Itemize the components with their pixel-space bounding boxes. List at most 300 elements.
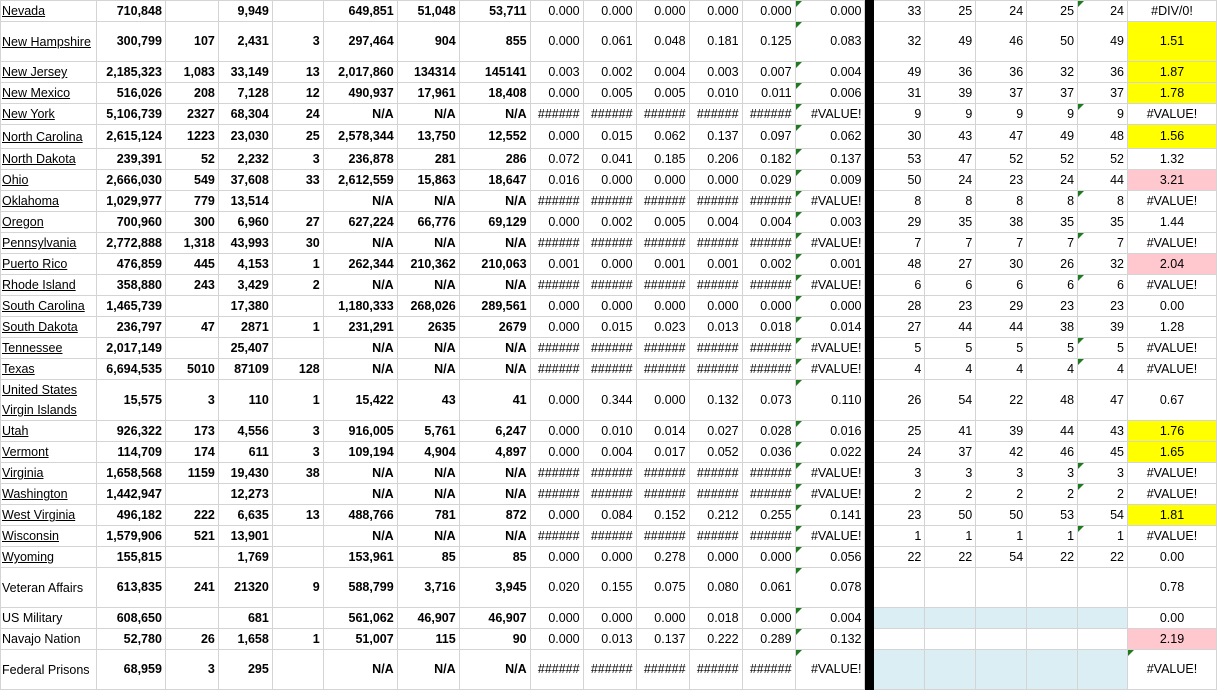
count-cell[interactable]: 241 [165,568,218,608]
rank-cell[interactable]: 22 [1078,547,1128,568]
count-cell[interactable]: N/A [323,526,397,547]
score-cell[interactable]: #VALUE! [1127,463,1216,484]
score-cell[interactable]: 1.76 [1127,421,1216,442]
average-cell[interactable]: 0.004 [795,608,865,629]
rate-cell[interactable]: ###### [742,359,795,380]
count-cell[interactable]: 27 [272,212,323,233]
count-cell[interactable]: 916,005 [323,421,397,442]
row-label-cell[interactable] [1,547,97,568]
count-cell[interactable]: 6,635 [218,505,272,526]
rate-cell[interactable]: 0.000 [636,608,689,629]
rate-cell[interactable]: 0.278 [636,547,689,568]
rate-cell[interactable]: 0.255 [742,505,795,526]
rank-cell[interactable]: 38 [976,212,1027,233]
average-cell[interactable]: 0.006 [795,83,865,104]
count-cell[interactable]: 297,464 [323,22,397,62]
count-cell[interactable]: 68,304 [218,104,272,125]
rank-cell[interactable]: 5 [1027,338,1078,359]
rate-cell[interactable]: 0.007 [742,62,795,83]
score-cell[interactable]: #VALUE! [1127,359,1216,380]
count-cell[interactable]: 2327 [165,104,218,125]
rank-cell[interactable]: 1 [925,526,976,547]
count-cell[interactable]: 588,799 [323,568,397,608]
row-label-cell[interactable] [1,149,97,170]
row-label-cell[interactable] [1,125,97,149]
rank-cell[interactable]: 39 [1078,317,1128,338]
rank-cell[interactable]: 8 [976,191,1027,212]
rate-cell[interactable]: 0.001 [636,254,689,275]
rank-cell[interactable]: 49 [925,22,976,62]
count-cell[interactable]: 231,291 [323,317,397,338]
count-cell[interactable]: 153,961 [323,547,397,568]
rank-cell[interactable] [976,650,1027,690]
row-label-link[interactable]: North Dakota [2,152,76,166]
row-label-link[interactable]: Wisconsin [2,529,59,543]
count-cell[interactable]: 289,561 [459,296,530,317]
score-cell[interactable]: #VALUE! [1127,526,1216,547]
rate-cell[interactable]: 0.289 [742,629,795,650]
rate-cell[interactable]: 0.029 [742,170,795,191]
rank-cell[interactable]: 24 [1027,170,1078,191]
rate-cell[interactable]: ###### [530,233,583,254]
count-cell[interactable]: 613,835 [96,568,165,608]
average-cell[interactable]: 0.132 [795,629,865,650]
rate-cell[interactable]: 0.000 [530,212,583,233]
rate-cell[interactable]: 0.212 [689,505,742,526]
count-cell[interactable]: 490,937 [323,83,397,104]
row-label-cell[interactable] [1,629,97,650]
rank-cell[interactable]: 50 [976,505,1027,526]
score-cell[interactable]: #VALUE! [1127,484,1216,505]
rate-cell[interactable]: ###### [583,650,636,690]
rate-cell[interactable]: 0.018 [689,608,742,629]
rank-cell[interactable] [925,650,976,690]
row-label-link[interactable]: Rhode Island [2,278,76,292]
count-cell[interactable]: 33 [272,170,323,191]
rank-cell[interactable]: 2 [976,484,1027,505]
rank-cell[interactable] [1078,568,1128,608]
count-cell[interactable]: N/A [397,463,459,484]
rate-cell[interactable]: ###### [583,233,636,254]
rank-cell[interactable]: 36 [976,62,1027,83]
rate-cell[interactable]: 0.000 [530,442,583,463]
count-cell[interactable]: 25,407 [218,338,272,359]
row-label-cell[interactable] [1,254,97,275]
average-cell[interactable]: 0.004 [795,62,865,83]
count-cell[interactable]: 210,063 [459,254,530,275]
row-label-link[interactable]: New Mexico [2,86,71,100]
average-cell[interactable]: 0.001 [795,254,865,275]
rate-cell[interactable]: 0.061 [583,22,636,62]
count-cell[interactable] [165,547,218,568]
rank-cell[interactable]: 3 [925,463,976,484]
count-cell[interactable] [272,547,323,568]
count-cell[interactable]: 358,880 [96,275,165,296]
count-cell[interactable]: 710,848 [96,1,165,22]
rate-cell[interactable]: 0.005 [636,83,689,104]
rate-cell[interactable]: 0.004 [636,62,689,83]
average-cell[interactable]: 0.022 [795,442,865,463]
rank-cell[interactable]: 8 [1027,191,1078,212]
rank-cell[interactable]: 54 [976,547,1027,568]
rate-cell[interactable]: ###### [530,191,583,212]
rank-cell[interactable]: 9 [976,104,1027,125]
row-label-link[interactable]: New Jersey [2,65,68,79]
count-cell[interactable]: 7,128 [218,83,272,104]
rate-cell[interactable]: 0.181 [689,22,742,62]
rank-cell[interactable]: 22 [1027,547,1078,568]
rank-cell[interactable]: 3 [874,463,925,484]
rank-cell[interactable]: 46 [1027,442,1078,463]
rate-cell[interactable]: 0.084 [583,505,636,526]
rate-cell[interactable]: 0.017 [636,442,689,463]
rate-cell[interactable]: ###### [530,338,583,359]
rate-cell[interactable]: 0.155 [583,568,636,608]
row-label-cell[interactable] [1,359,97,380]
count-cell[interactable]: 4,904 [397,442,459,463]
rate-cell[interactable]: ###### [742,526,795,547]
count-cell[interactable]: 145141 [459,62,530,83]
count-cell[interactable]: 30 [272,233,323,254]
count-cell[interactable]: 1 [272,254,323,275]
row-label-cell[interactable] [1,233,97,254]
rate-cell[interactable]: 0.073 [742,380,795,421]
rank-cell[interactable]: 7 [925,233,976,254]
row-label-cell[interactable] [1,421,97,442]
rate-cell[interactable]: 0.000 [583,608,636,629]
count-cell[interactable]: N/A [323,275,397,296]
count-cell[interactable]: 4,897 [459,442,530,463]
count-cell[interactable]: N/A [397,526,459,547]
rank-cell[interactable]: 35 [925,212,976,233]
rate-cell[interactable]: ###### [689,191,742,212]
count-cell[interactable]: 300 [165,212,218,233]
count-cell[interactable]: 2,578,344 [323,125,397,149]
row-label-cell[interactable] [1,275,97,296]
rate-cell[interactable]: 0.000 [583,1,636,22]
rank-cell[interactable]: 7 [1027,233,1078,254]
rate-cell[interactable]: ###### [583,463,636,484]
row-label-link[interactable]: South Dakota [2,320,78,334]
count-cell[interactable]: 779 [165,191,218,212]
rate-cell[interactable]: ###### [530,526,583,547]
row-label-cell[interactable] [1,526,97,547]
count-cell[interactable]: 5010 [165,359,218,380]
count-cell[interactable]: 1,180,333 [323,296,397,317]
count-cell[interactable]: N/A [459,233,530,254]
rank-cell[interactable]: 43 [1078,421,1128,442]
count-cell[interactable]: 3,429 [218,275,272,296]
count-cell[interactable]: 1,658 [218,629,272,650]
rank-cell[interactable]: 47 [1078,380,1128,421]
count-cell[interactable] [272,296,323,317]
rank-cell[interactable]: 47 [925,149,976,170]
rank-cell[interactable] [874,568,925,608]
count-cell[interactable]: 3 [165,650,218,690]
rank-cell[interactable] [1027,629,1078,650]
count-cell[interactable]: 107 [165,22,218,62]
count-cell[interactable]: N/A [397,191,459,212]
count-cell[interactable]: 295 [218,650,272,690]
row-label-link[interactable]: Washington [2,487,68,501]
rank-cell[interactable]: 44 [1027,421,1078,442]
row-label-cell[interactable] [1,22,97,62]
count-cell[interactable]: 1,579,906 [96,526,165,547]
rate-cell[interactable]: 0.000 [530,1,583,22]
count-cell[interactable]: 2679 [459,317,530,338]
rank-cell[interactable]: 52 [1027,149,1078,170]
count-cell[interactable]: 1 [272,317,323,338]
rank-cell[interactable]: 29 [874,212,925,233]
row-label-link[interactable]: Vermont [2,445,49,459]
count-cell[interactable] [272,484,323,505]
count-cell[interactable]: 46,907 [397,608,459,629]
average-cell[interactable]: 0.141 [795,505,865,526]
rate-cell[interactable]: ###### [742,104,795,125]
score-cell[interactable]: #VALUE! [1127,191,1216,212]
rate-cell[interactable]: ###### [583,484,636,505]
count-cell[interactable]: N/A [397,650,459,690]
count-cell[interactable]: N/A [323,484,397,505]
rank-cell[interactable]: 4 [1027,359,1078,380]
count-cell[interactable]: 781 [397,505,459,526]
rate-cell[interactable]: ###### [689,275,742,296]
rate-cell[interactable]: 0.000 [530,421,583,442]
rank-cell[interactable] [874,629,925,650]
row-label-cell[interactable] [1,191,97,212]
rate-cell[interactable]: 0.002 [742,254,795,275]
count-cell[interactable]: 43 [397,380,459,421]
score-cell[interactable]: #VALUE! [1127,104,1216,125]
average-cell[interactable]: 0.083 [795,22,865,62]
row-label-cell[interactable] [1,170,97,191]
count-cell[interactable]: 1,465,739 [96,296,165,317]
rate-cell[interactable]: 0.000 [530,296,583,317]
score-cell[interactable]: #DIV/0! [1127,1,1216,22]
count-cell[interactable]: 2871 [218,317,272,338]
count-cell[interactable]: 12 [272,83,323,104]
score-cell[interactable]: 0.67 [1127,380,1216,421]
rank-cell[interactable]: 41 [925,421,976,442]
count-cell[interactable] [272,608,323,629]
rate-cell[interactable]: ###### [689,463,742,484]
count-cell[interactable]: 1159 [165,463,218,484]
average-cell[interactable]: #VALUE! [795,526,865,547]
count-cell[interactable]: 15,422 [323,380,397,421]
rate-cell[interactable]: ###### [636,104,689,125]
rank-cell[interactable] [976,568,1027,608]
rank-cell[interactable] [1027,650,1078,690]
rank-cell[interactable]: 4 [1078,359,1128,380]
rank-cell[interactable]: 48 [874,254,925,275]
count-cell[interactable]: 37,608 [218,170,272,191]
count-cell[interactable]: 3,945 [459,568,530,608]
rank-cell[interactable]: 38 [1027,317,1078,338]
rank-cell[interactable]: 27 [925,254,976,275]
count-cell[interactable]: 15,863 [397,170,459,191]
rate-cell[interactable]: 0.000 [583,296,636,317]
count-cell[interactable]: N/A [459,338,530,359]
rate-cell[interactable]: 0.000 [530,629,583,650]
rate-cell[interactable]: ###### [530,650,583,690]
row-label-cell[interactable] [1,380,97,421]
count-cell[interactable]: 21320 [218,568,272,608]
rank-cell[interactable]: 47 [976,125,1027,149]
count-cell[interactable]: 17,380 [218,296,272,317]
rank-cell[interactable]: 36 [1078,62,1128,83]
count-cell[interactable] [165,1,218,22]
count-cell[interactable]: 222 [165,505,218,526]
row-label-link[interactable]: Wyoming [2,550,54,564]
count-cell[interactable]: 281 [397,149,459,170]
rate-cell[interactable]: 0.000 [530,83,583,104]
count-cell[interactable]: 43,993 [218,233,272,254]
average-cell[interactable]: #VALUE! [795,463,865,484]
row-label-cell[interactable] [1,296,97,317]
rank-cell[interactable] [1078,608,1128,629]
rank-cell[interactable]: 7 [976,233,1027,254]
row-label-cell[interactable] [1,83,97,104]
row-label-cell[interactable] [1,484,97,505]
rate-cell[interactable]: 0.010 [689,83,742,104]
count-cell[interactable]: 38 [272,463,323,484]
row-label-cell[interactable] [1,1,97,22]
rate-cell[interactable]: ###### [583,104,636,125]
count-cell[interactable]: 173 [165,421,218,442]
rank-cell[interactable]: 49 [1078,22,1128,62]
average-cell[interactable]: #VALUE! [795,338,865,359]
rate-cell[interactable]: 0.000 [742,608,795,629]
count-cell[interactable]: 3 [272,22,323,62]
rank-cell[interactable]: 37 [925,442,976,463]
rank-cell[interactable]: 35 [1027,212,1078,233]
rank-cell[interactable]: 32 [874,22,925,62]
rank-cell[interactable]: 6 [976,275,1027,296]
score-cell[interactable]: 1.51 [1127,22,1216,62]
rank-cell[interactable]: 4 [925,359,976,380]
rank-cell[interactable]: 36 [925,62,976,83]
count-cell[interactable]: 611 [218,442,272,463]
count-cell[interactable]: 1,442,947 [96,484,165,505]
row-label-link[interactable]: Texas [2,362,35,376]
rank-cell[interactable]: 8 [925,191,976,212]
rank-cell[interactable]: 1 [976,526,1027,547]
rate-cell[interactable]: 0.080 [689,568,742,608]
count-cell[interactable]: 4,556 [218,421,272,442]
rate-cell[interactable]: ###### [583,359,636,380]
rate-cell[interactable]: 0.137 [689,125,742,149]
count-cell[interactable]: 15,575 [96,380,165,421]
rank-cell[interactable]: 24 [1078,1,1128,22]
rank-cell[interactable]: 54 [925,380,976,421]
average-cell[interactable]: 0.014 [795,317,865,338]
rank-cell[interactable]: 37 [976,83,1027,104]
row-label-cell[interactable] [1,608,97,629]
count-cell[interactable]: 239,391 [96,149,165,170]
count-cell[interactable]: 649,851 [323,1,397,22]
count-cell[interactable]: 134314 [397,62,459,83]
score-cell[interactable]: #VALUE! [1127,275,1216,296]
row-label-cell[interactable] [1,317,97,338]
row-label-link[interactable]: West Virginia [2,508,76,522]
rate-cell[interactable]: 0.013 [583,629,636,650]
count-cell[interactable]: 174 [165,442,218,463]
row-label-cell[interactable] [1,62,97,83]
rank-cell[interactable] [1078,629,1128,650]
rate-cell[interactable]: ###### [742,191,795,212]
rate-cell[interactable]: 0.000 [689,1,742,22]
count-cell[interactable]: 128 [272,359,323,380]
rate-cell[interactable]: 0.000 [530,505,583,526]
count-cell[interactable]: N/A [459,650,530,690]
count-cell[interactable]: 25 [272,125,323,149]
rank-cell[interactable]: 44 [976,317,1027,338]
count-cell[interactable]: 109,194 [323,442,397,463]
count-cell[interactable]: 51,007 [323,629,397,650]
count-cell[interactable]: 700,960 [96,212,165,233]
score-cell[interactable]: 1.81 [1127,505,1216,526]
count-cell[interactable]: 53,711 [459,1,530,22]
rate-cell[interactable]: 0.016 [530,170,583,191]
rank-cell[interactable]: 3 [976,463,1027,484]
rank-cell[interactable]: 39 [925,83,976,104]
row-label-cell[interactable] [1,650,97,690]
rate-cell[interactable]: 0.000 [689,547,742,568]
rate-cell[interactable]: ###### [742,233,795,254]
count-cell[interactable] [272,1,323,22]
count-cell[interactable]: 4,153 [218,254,272,275]
rate-cell[interactable]: ###### [530,484,583,505]
count-cell[interactable]: 286 [459,149,530,170]
rank-cell[interactable]: 22 [976,380,1027,421]
rate-cell[interactable]: ###### [689,338,742,359]
count-cell[interactable]: 210,362 [397,254,459,275]
count-cell[interactable]: 2,772,888 [96,233,165,254]
row-label-cell[interactable] [1,104,97,125]
rank-cell[interactable]: 9 [1078,104,1128,125]
count-cell[interactable]: N/A [397,338,459,359]
rank-cell[interactable] [976,629,1027,650]
rate-cell[interactable]: 0.061 [742,568,795,608]
rate-cell[interactable]: ###### [636,338,689,359]
count-cell[interactable]: 1,029,977 [96,191,165,212]
count-cell[interactable]: 2,017,149 [96,338,165,359]
rate-cell[interactable]: ###### [530,275,583,296]
count-cell[interactable]: N/A [323,463,397,484]
rank-cell[interactable]: 5 [925,338,976,359]
rate-cell[interactable]: ###### [742,463,795,484]
rank-cell[interactable]: 23 [925,296,976,317]
count-cell[interactable]: 12,273 [218,484,272,505]
count-cell[interactable] [165,338,218,359]
rank-cell[interactable]: 37 [1078,83,1128,104]
rate-cell[interactable]: 0.028 [742,421,795,442]
rank-cell[interactable]: 25 [925,1,976,22]
rate-cell[interactable]: 0.004 [689,212,742,233]
rank-cell[interactable]: 9 [874,104,925,125]
score-cell[interactable]: 1.65 [1127,442,1216,463]
rank-cell[interactable]: 6 [1027,275,1078,296]
count-cell[interactable] [272,338,323,359]
rate-cell[interactable]: 0.000 [636,296,689,317]
rank-cell[interactable] [874,650,925,690]
rank-cell[interactable]: 5 [874,338,925,359]
rate-cell[interactable]: 0.344 [583,380,636,421]
row-label-link[interactable]: United States Virgin Islands [2,383,78,417]
count-cell[interactable]: 13 [272,62,323,83]
count-cell[interactable]: 262,344 [323,254,397,275]
rate-cell[interactable]: ###### [636,233,689,254]
